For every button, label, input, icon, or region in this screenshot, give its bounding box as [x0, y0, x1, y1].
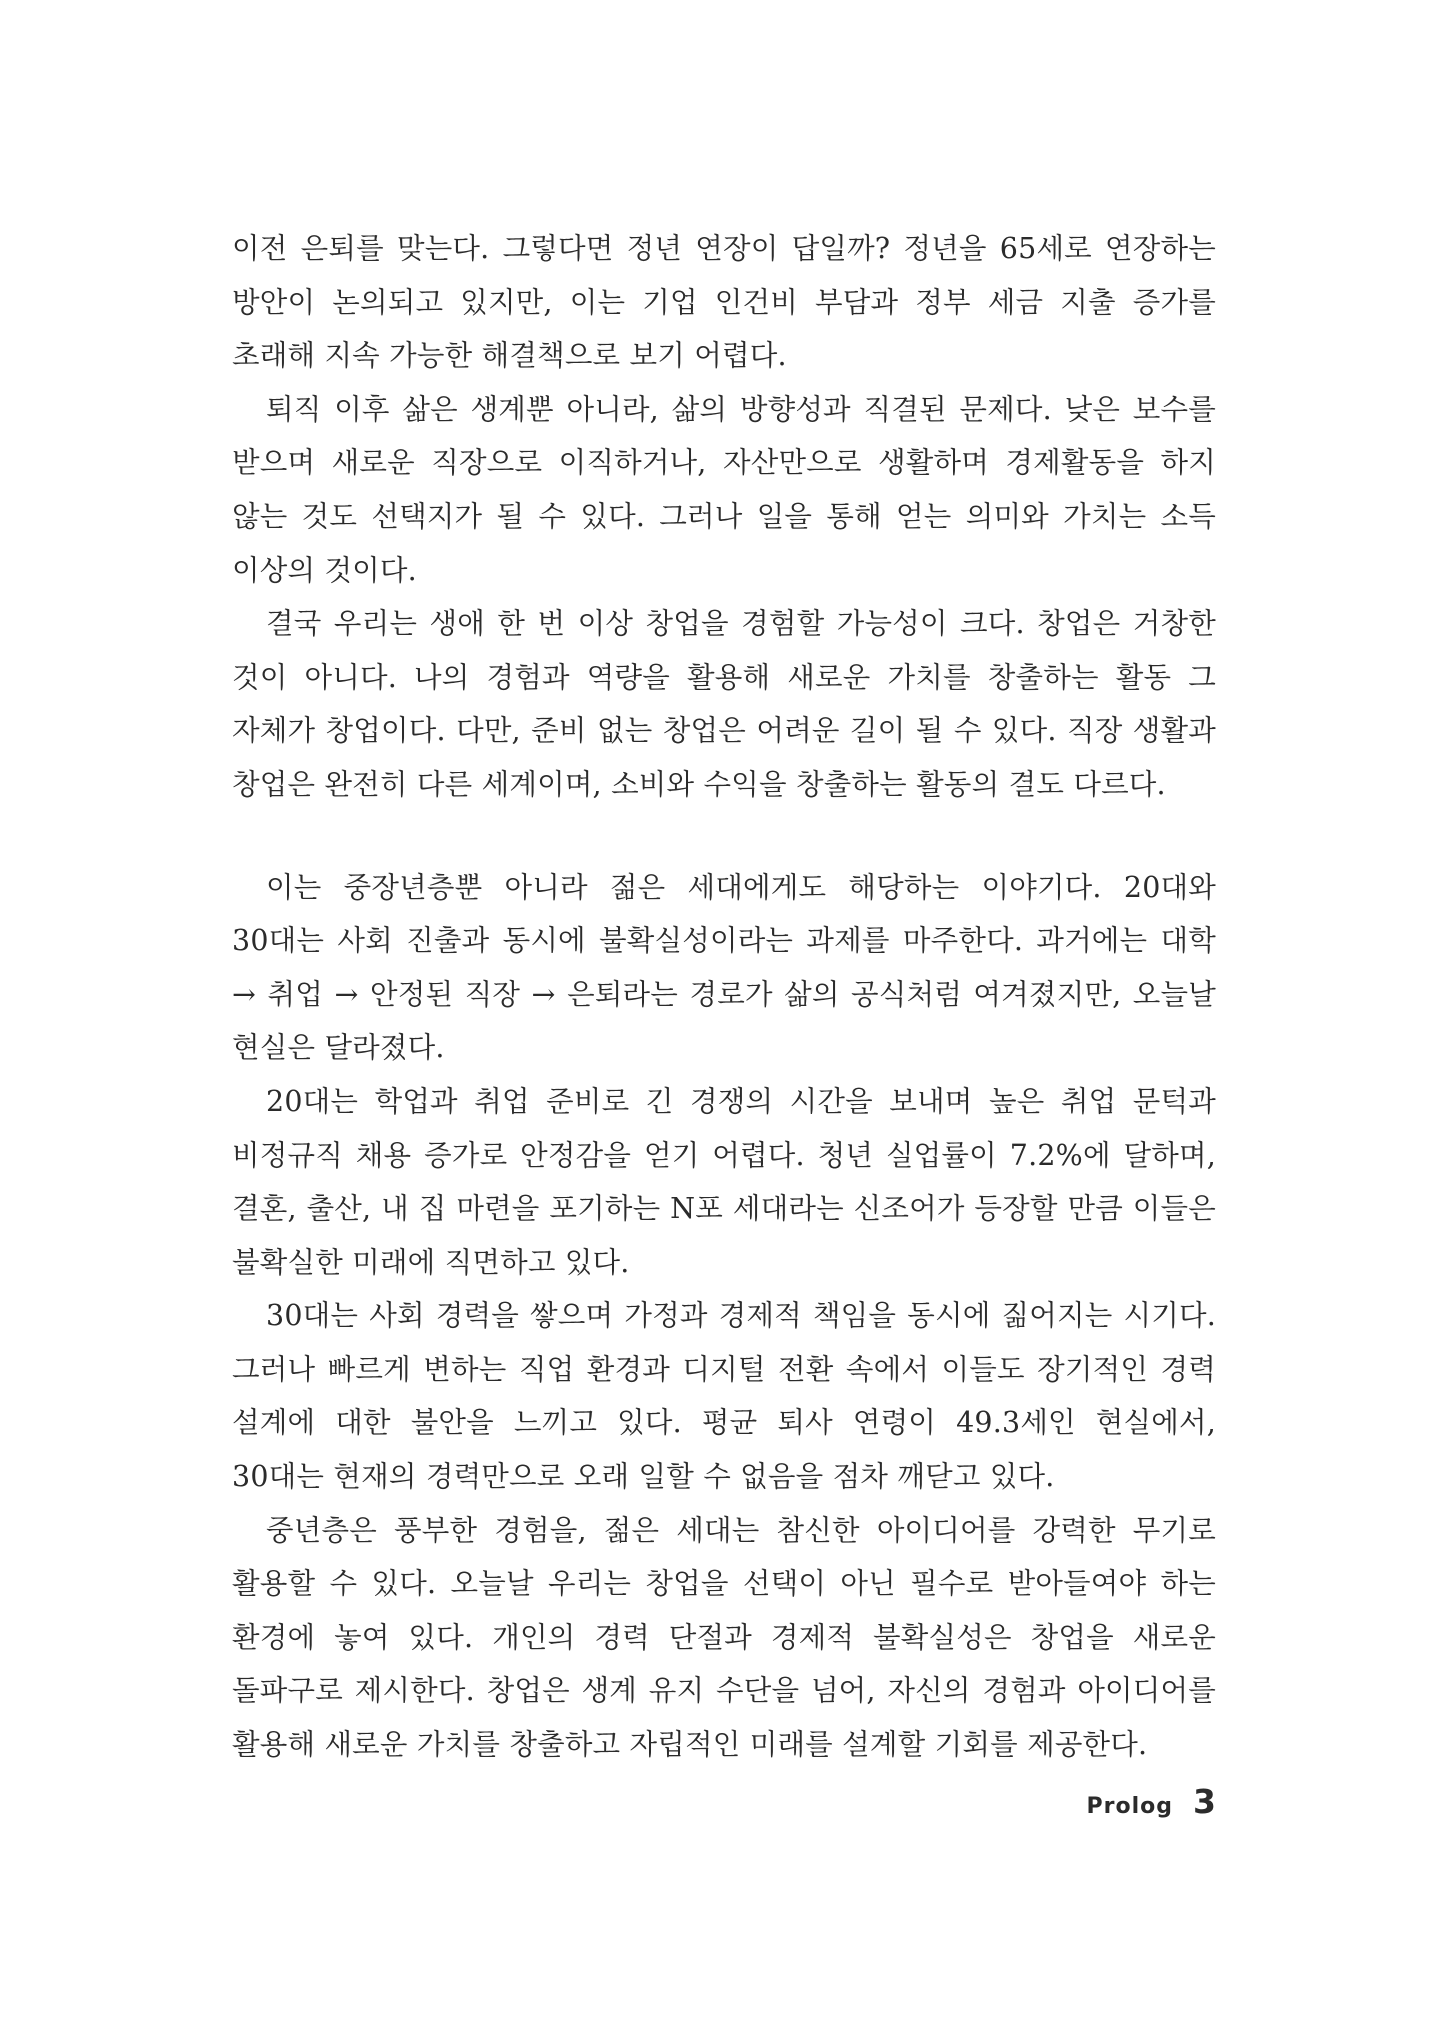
running-head: Prolog	[1086, 1794, 1174, 1819]
paragraph: 30대는 사회 경력을 쌓으며 가정과 경제적 책임을 동시에 짊어지는 시기다. 그러나 빠르게 변하는 직업 환경과 디지털 전환 속에서 이들도 장기적인 경력 설계에 대한 불안을 느끼고 있다. 평균 퇴사 연령이 49.3세인 현실에서, 30대는 현재의 경력만으로 오래 일할 수 없음을 점차 깨닫고 있다.	[232, 1299, 1216, 1494]
page-body	[232, 222, 1216, 1772]
page-footer	[1087, 1782, 1216, 1821]
paragraph: 20대는 학업과 취업 준비로 긴 경쟁의 시간을 보내며 높은 취업 문턱과 비정규직 채용 증가로 안정감을 얻기 어렵다. 청년 실업률이 7.2%에 달하며, 결혼, 출산, 내 집 마련을 포기하는 N포 세대라는 신조어가 등장할 만큼 이들은 불확실한 미래에 직면하고 있다.	[232, 1084, 1216, 1279]
paragraph: 중년층은 풍부한 경험을, 젊은 세대는 참신한 아이디어를 강력한 무기로 활용할 수 있다. 오늘날 우리는 창업을 선택이 아닌 필수로 받아들여야 하는 환경에 놓여 있다. 개인의 경력 단절과 경제적 불확실성은 창업을 새로운 돌파구로 제시한다. 창업은 생계 유지 수단을 넘어, 자신의 경험과 아이디어를 활용해 새로운 가치를 창출하고 자립적인 미래를 설계할 기회를 제공한다.	[232, 1513, 1216, 1762]
paragraph: 퇴직 이후 삶은 생계뿐 아니라, 삶의 방향성과 직결된 문제다. 낮은 보수를 받으며 새로운 직장으로 이직하거나, 자산만으로 생활하며 경제활동을 하지 않는 것도 선택지가 될 수 있다. 그러나 일을 통해 얻는 의미와 가치는 소득 이상의 것이다.	[232, 392, 1216, 587]
paragraph: 이전 은퇴를 맞는다. 그렇다면 정년 연장이 답일까? 정년을 65세로 연장하는 방안이 논의되고 있지만, 이는 기업 인건비 부담과 정부 세금 지출 증가를 초래해 지속 가능한 해결책으로 보기 어렵다.	[232, 232, 1216, 373]
paragraph: 결국 우리는 생애 한 번 이상 창업을 경험할 가능성이 크다. 창업은 거창한 것이 아니다. 나의 경험과 역량을 활용해 새로운 가치를 창출하는 활동 그 자체가 창업이다. 다만, 준비 없는 창업은 어려운 길이 될 수 있다. 직장 생활과 창업은 완전히 다른 세계이며, 소비와 수익을 창출하는 활동의 결도 다르다.	[232, 607, 1216, 801]
paragraph: 이는 중장년층뿐 아니라 젊은 세대에게도 해당하는 이야기다. 20대와 30대는 사회 진출과 동시에 불확실성이라는 과제를 마주한다. 과거에는 대학 → 취업 → 안정된 직장 → 은퇴라는 경로가 삶의 공식처럼 여겨졌지만, 오늘날 현실은 달라졌다.	[232, 870, 1216, 1065]
section-break	[232, 812, 1216, 861]
page-number: 3	[1193, 1782, 1216, 1821]
